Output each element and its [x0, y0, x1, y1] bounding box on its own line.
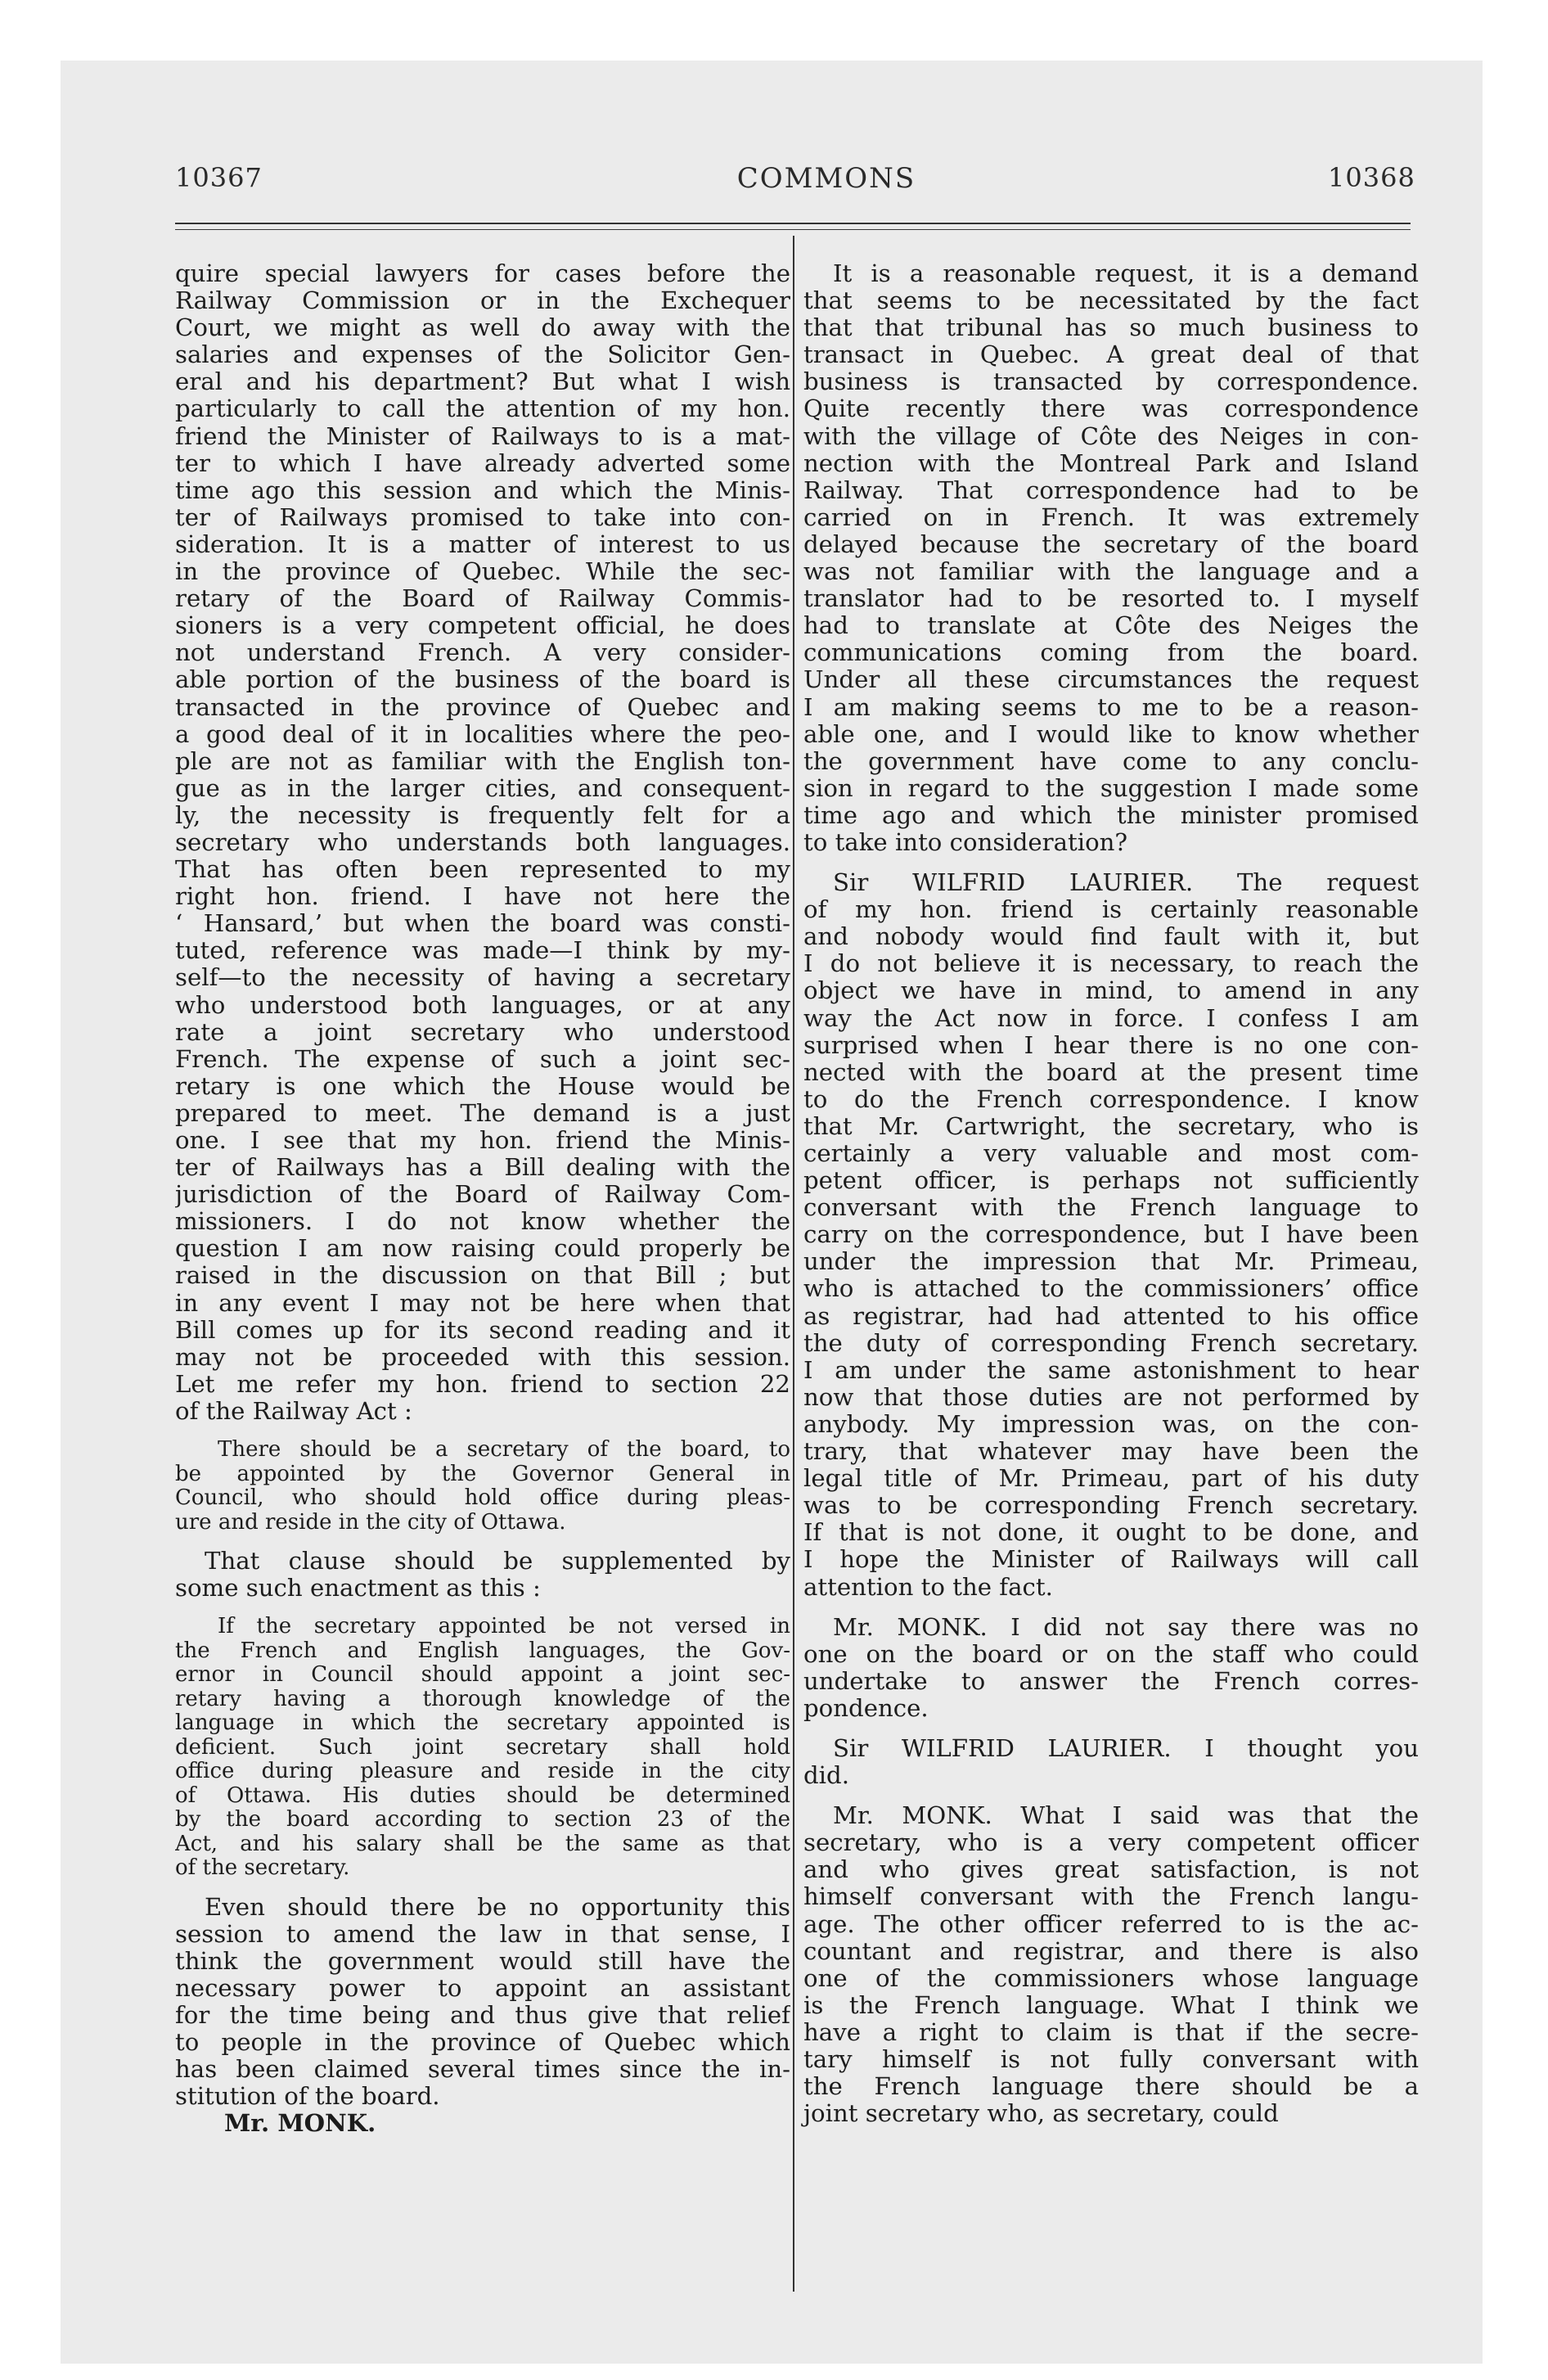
text-line: able portion of the business of the board is	[175, 666, 790, 694]
text-line: the government have come to any conclu-	[803, 747, 1419, 775]
text-line: Under all these circumstances the request	[803, 666, 1419, 694]
text-line: missioners. I do not know whether the	[175, 1208, 790, 1236]
text-line: quire special lawyers for cases before the	[175, 260, 790, 287]
text-line: Sir WILFRID LAURIER. I thought you	[833, 1734, 1419, 1762]
quoted-text-line: Act, and his salary shall be the same as that	[175, 1832, 790, 1856]
text-line: retary is one which the House would be	[175, 1072, 790, 1100]
quoted-text-line: be appointed by the Governor General in	[175, 1462, 790, 1486]
text-line: It is a reasonable request, it is a demand	[833, 260, 1419, 287]
text-line: surprised when I hear there is no one con-	[803, 1031, 1419, 1059]
text-line: right hon. friend. I have not here the	[175, 883, 790, 911]
text-line: petent officer, is perhaps not sufficiently	[803, 1167, 1419, 1195]
text-line: transacted in the province of Quebec and	[175, 693, 790, 721]
text-line: I hope the Minister of Railways will call	[803, 1546, 1419, 1574]
text-line: Railway Commission or in the Exchequer	[175, 287, 790, 315]
quoted-text-line: ure and reside in the city of Ottawa.	[175, 1509, 566, 1535]
text-line: Even should there be no opportunity this	[205, 1893, 790, 1921]
paragraph-gap	[803, 856, 1419, 869]
text-line: sioners is a very competent official, he does	[175, 612, 790, 640]
paragraph-gap	[803, 1601, 1419, 1614]
header-rule-bottom	[175, 229, 1411, 230]
text-line: one. I see that my hon. friend the Minis-	[175, 1127, 790, 1154]
text-line: for the time being and thus give that relief	[175, 2002, 790, 2030]
text-line: to do the French correspondence. I know	[803, 1085, 1419, 1113]
text-line: ter of Railways promised to take into con-	[175, 503, 790, 531]
quoted-text-line: of the secretary.	[175, 1855, 350, 1881]
paragraph-gap	[175, 1881, 790, 1894]
text-line: nected with the board at the present time	[803, 1058, 1419, 1086]
text-line: communications coming from the board.	[803, 639, 1419, 667]
text-line: that that tribunal has so much business to	[803, 314, 1419, 342]
text-line: That clause should be supplemented by	[205, 1548, 790, 1575]
page-number-right: 10368	[1328, 162, 1415, 193]
text-line: tary himself is not fully conversant with	[803, 2046, 1419, 2073]
page-title: COMMONS	[736, 162, 916, 195]
speaker-name: Mr. MONK.	[224, 2109, 376, 2138]
text-line: particularly to call the attention of my hon.	[175, 395, 790, 423]
text-line: was to be corresponding French secretary.	[803, 1492, 1419, 1520]
text-line: have a right to claim is that if the secre-	[803, 2018, 1419, 2046]
text-line: one of the commissioners whose language	[803, 1964, 1419, 1992]
text-line: stitution of the board.	[175, 2082, 440, 2111]
text-line: and nobody would find fault with it, but	[803, 923, 1419, 951]
text-line: think the government would still have the	[175, 1947, 790, 1975]
text-line: nection with the Montreal Park and Island	[803, 449, 1419, 477]
text-line: ter to which I have already adverted some	[175, 449, 790, 477]
paragraph-gap	[175, 1535, 790, 1548]
text-line: that Mr. Cartwright, the secretary, who is	[803, 1112, 1419, 1140]
text-line: was not familiar with the language and a	[803, 558, 1419, 586]
text-line: Court, we might as well do away with the	[175, 314, 790, 342]
quoted-text-line: retary having a thorough knowledge of the	[175, 1687, 790, 1711]
text-line: is the French language. What I think we	[803, 1991, 1419, 2019]
text-line: question I am now raising could properly be	[175, 1235, 790, 1263]
text-line: able one, and I would like to know whether	[803, 720, 1419, 748]
text-line: tuted, reference was made—I think by my-	[175, 937, 790, 965]
text-line: time ago and which the minister promised	[803, 801, 1419, 829]
text-line: Bill comes up for its second reading and it	[175, 1316, 790, 1344]
quoted-text-line: by the board according to section 23 of the	[175, 1808, 790, 1832]
text-line: has been claimed several times since the in-	[175, 2056, 790, 2084]
text-line: conversant with the French language to	[803, 1194, 1419, 1222]
paragraph-gap	[803, 1789, 1419, 1802]
text-line: in any event I may not be here when that	[175, 1289, 790, 1317]
text-line: raised in the discussion on that Bill ; but	[175, 1262, 790, 1290]
text-line: to take into consideration?	[803, 827, 1128, 856]
text-line: prepared to meet. The demand is a just	[175, 1099, 790, 1127]
text-line: Mr. MONK. I did not say there was no	[833, 1613, 1419, 1641]
right-column	[803, 260, 1419, 2127]
quoted-text-line: of Ottawa. His duties should be determined	[175, 1783, 790, 1808]
text-line: age. The other officer referred to is the ac-	[803, 1910, 1419, 1938]
text-line: with the village of Côte des Neiges in con-	[803, 422, 1419, 450]
text-line: secretary, who is a very competent officer	[803, 1829, 1419, 1857]
text-line: rate a joint secretary who understood	[175, 1018, 790, 1046]
quoted-text-line: deficient. Such joint secretary shall hold	[175, 1735, 790, 1760]
text-line: delayed because the secretary of the board	[803, 530, 1419, 558]
quoted-text-line: If the secretary appointed be not versed in	[218, 1615, 790, 1639]
text-line: eral and his department? But what I wish	[175, 368, 790, 396]
text-line: translator had to be resorted to. I myself	[803, 585, 1419, 613]
text-line: carry on the correspondence, but I have been	[803, 1221, 1419, 1249]
text-line: anybody. My impression was, on the con-	[803, 1410, 1419, 1438]
left-column	[175, 260, 790, 2138]
text-line: did.	[803, 1761, 849, 1790]
text-line: had to translate at Côte des Neiges the	[803, 612, 1419, 640]
quoted-text-line: Council, who should hold office during pleas-	[175, 1486, 790, 1511]
text-line: under the impression that Mr. Primeau,	[803, 1248, 1419, 1276]
text-line: I do not believe it is necessary, to reach the	[803, 950, 1419, 978]
quoted-text-line: language in which the secretary appointed is	[175, 1711, 790, 1736]
quoted-text-line: office during pleasure and reside in the city	[175, 1760, 790, 1784]
text-line: sion in regard to the suggestion I made some	[803, 774, 1419, 802]
quoted-text-line: ernor in Council should appoint a joint sec-	[175, 1663, 790, 1688]
text-line: of the Railway Act :	[175, 1396, 412, 1425]
text-line: friend the Minister of Railways to is a mat-	[175, 422, 790, 450]
quoted-text-line: There should be a secretary of the board, to	[218, 1438, 790, 1463]
text-line: now that those duties are not performed by	[803, 1383, 1419, 1411]
text-line: not understand French. A very consider-	[175, 639, 790, 667]
text-line: pondence.	[803, 1693, 929, 1722]
text-line: jurisdiction of the Board of Railway Com-	[175, 1181, 790, 1209]
column-divider	[793, 236, 794, 2292]
text-line: to people in the province of Quebec which	[175, 2029, 790, 2057]
text-line: ‘ Hansard,’ but when the board was consti-	[175, 910, 790, 938]
text-line: business is transacted by correspondence.	[803, 368, 1419, 396]
text-line: retary of the Board of Railway Commis-	[175, 585, 790, 613]
text-line: certainly a very valuable and most com-	[803, 1140, 1419, 1167]
text-line: gue as in the larger cities, and consequent-	[175, 774, 790, 802]
text-line: a good deal of it in localities where the peo-	[175, 720, 790, 748]
text-line: trary, that whatever may have been the	[803, 1438, 1419, 1466]
text-line: joint secretary who, as secretary, could	[803, 2099, 1279, 2128]
text-line: way the Act now in force. I confess I am	[803, 1004, 1419, 1032]
text-line: some such enactment as this :	[175, 1574, 541, 1602]
text-line: That has often been represented to my	[175, 856, 790, 884]
text-line: attention to the fact.	[803, 1572, 1053, 1601]
text-line: the French language there should be a	[803, 2073, 1419, 2101]
text-line: object we have in mind, to amend in any	[803, 977, 1419, 1005]
paragraph-gap	[803, 1722, 1419, 1735]
text-line: Quite recently there was correspondence	[803, 395, 1419, 423]
text-line: sideration. It is a matter of interest to us	[175, 530, 790, 558]
text-line: as registrar, had had attented to his office	[803, 1302, 1419, 1330]
text-line: may not be proceeded with this session.	[175, 1343, 790, 1371]
text-line: and who gives great satisfaction, is not	[803, 1856, 1419, 1884]
paragraph-gap	[175, 1425, 790, 1438]
page-number-left: 10367	[175, 162, 263, 193]
text-line: himself conversant with the French langu-	[803, 1883, 1419, 1911]
text-line: If that is not done, it ought to be done, and	[803, 1519, 1419, 1547]
text-line: salaries and expenses of the Solicitor Gen-	[175, 341, 790, 369]
text-line: Mr. MONK. What I said was that the	[833, 1802, 1419, 1830]
text-line: that seems to be necessitated by the fact	[803, 287, 1419, 315]
text-line: undertake to answer the French corres-	[803, 1667, 1419, 1695]
text-line: countant and registrar, and there is also	[803, 1937, 1419, 1965]
text-line: session to amend the law in that sense, I	[175, 1920, 790, 1948]
text-line: French. The expense of such a joint sec-	[175, 1045, 790, 1073]
text-line: time ago this session and which the Minis-	[175, 476, 790, 504]
text-line: Sir WILFRID LAURIER. The request	[833, 869, 1419, 897]
text-line: ple are not as familiar with the English ton-	[175, 747, 790, 775]
text-line: I am making seems to me to be a reason-	[803, 693, 1419, 721]
text-line: who understood both languages, or at any	[175, 991, 790, 1019]
text-line: transact in Quebec. A great deal of that	[803, 341, 1419, 369]
text-line: in the province of Quebec. While the sec-	[175, 558, 790, 586]
text-line: necessary power to appoint an assistant	[175, 1975, 790, 2002]
text-line: Railway. That correspondence had to be	[803, 476, 1419, 504]
text-line: legal title of Mr. Primeau, part of his duty	[803, 1465, 1419, 1493]
text-line: of my hon. friend is certainly reasonable	[803, 896, 1419, 924]
text-line: who is attached to the commissioners’ office	[803, 1275, 1419, 1303]
text-line: secretary who understands both languages.	[175, 828, 790, 856]
text-line: the duty of corresponding French secretary.	[803, 1329, 1419, 1357]
text-line: self—to the necessity of having a secretary	[175, 964, 790, 992]
text-line: ter of Railways has a Bill dealing with the	[175, 1154, 790, 1182]
text-line: Let me refer my hon. friend to section 22	[175, 1370, 790, 1398]
paragraph-gap	[175, 1602, 790, 1615]
text-line: carried on in French. It was extremely	[803, 503, 1419, 531]
text-line: one on the board or on the staff who could	[803, 1640, 1419, 1668]
text-line: ly, the necessity is frequently felt for a	[175, 801, 790, 829]
text-line: I am under the same astonishment to hear	[803, 1356, 1419, 1384]
header-rule-top	[175, 223, 1411, 224]
quoted-text-line: the French and English languages, the Gov-	[175, 1639, 790, 1663]
